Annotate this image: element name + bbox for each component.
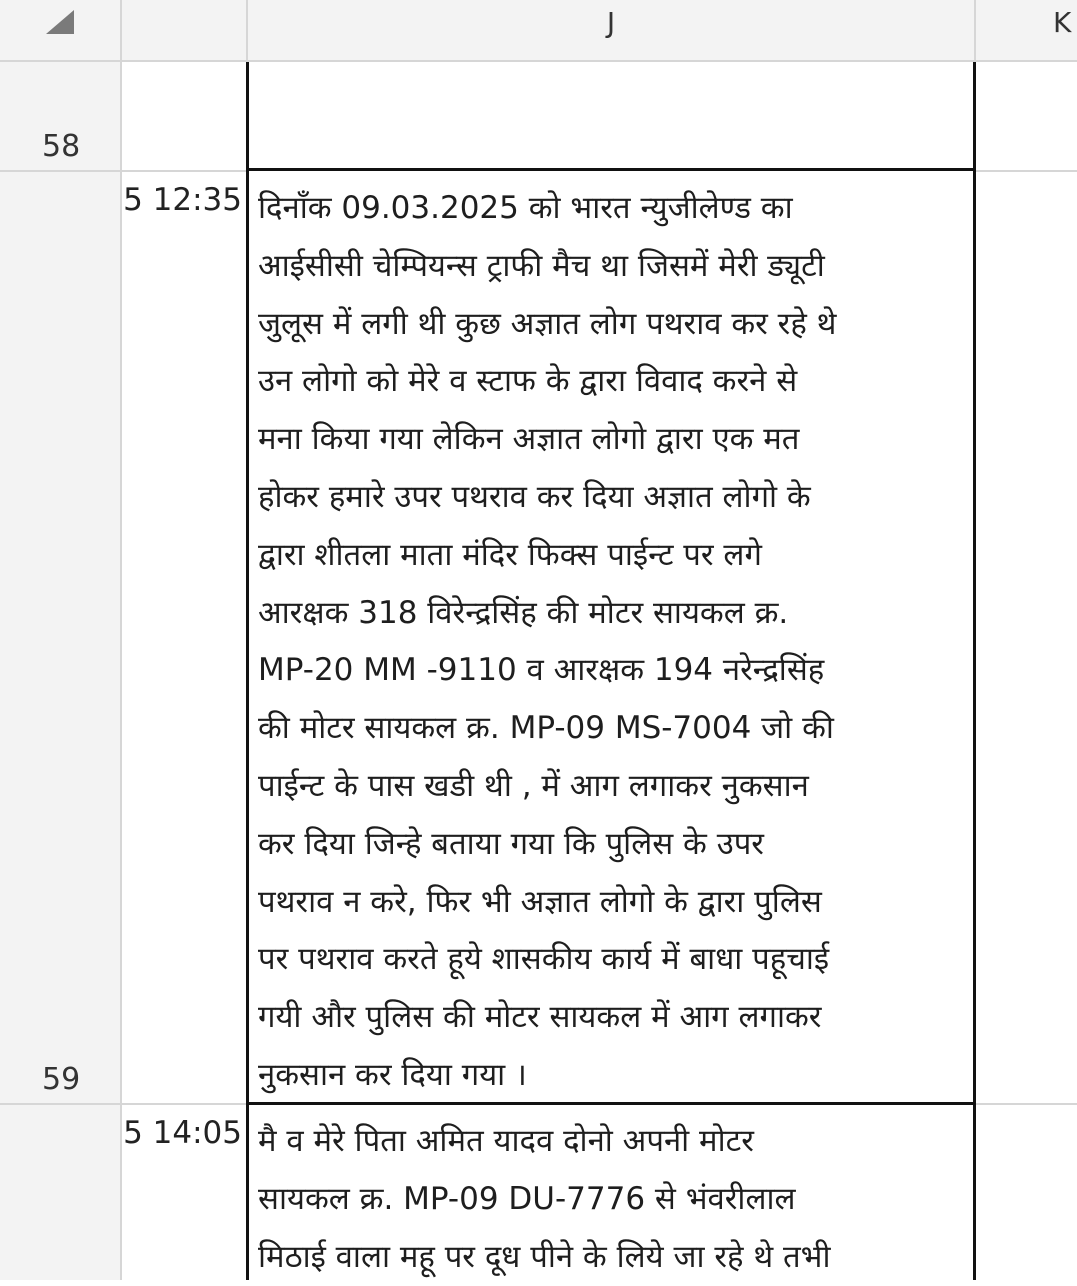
text-line: दिनाँक 09.03.2025 को भारत न्युजीलेण्ड का bbox=[258, 190, 793, 226]
cell-j60[interactable] bbox=[246, 1105, 976, 1280]
cell-border bbox=[246, 1102, 976, 1105]
text-line: होकर हमारे उपर पथराव कर दिया अज्ञात लोगो के bbox=[258, 478, 811, 515]
cell-text bbox=[258, 1113, 966, 1286]
cell-j59[interactable] bbox=[246, 172, 976, 1105]
row-number: 58 bbox=[42, 129, 81, 164]
column-header-i[interactable] bbox=[122, 0, 248, 62]
text-line: सायकल क्र. MP-09 DU-7776 से भंवरीलाल bbox=[258, 1180, 796, 1217]
text-line: गयी और पुलिस की मोटर सायकल में आग लगाकर bbox=[258, 999, 822, 1036]
cell-time-value: 5 14:05 bbox=[123, 1115, 242, 1151]
text-line: पाईन्ट के पास खडी थी , में आग लगाकर नुकसान bbox=[258, 767, 809, 804]
text-line: मै व मेरे पिता अमित यादव दोनो अपनी मोटर bbox=[258, 1123, 754, 1159]
row-header-60[interactable] bbox=[0, 1105, 122, 1280]
cell-j58[interactable] bbox=[246, 62, 976, 172]
text-line: मना किया गया लेकिन अज्ञात लोगो द्वारा एक मत bbox=[258, 421, 800, 458]
cell-i60[interactable] bbox=[122, 1105, 248, 1280]
text-line: उन लोगो को मेरे व स्टाफ के द्वारा विवाद करने से bbox=[258, 363, 798, 400]
select-all-triangle-icon bbox=[46, 10, 74, 34]
text-line: MP-20 MM -9110 व आरक्षक 194 नरेन्द्रसिंह bbox=[258, 652, 825, 689]
row-header-59[interactable] bbox=[0, 172, 122, 1105]
column-header-k[interactable]: K bbox=[976, 0, 1077, 62]
text-line: पर पथराव करते हूये शासकीय कार्य में बाधा पहूचाई bbox=[258, 941, 830, 978]
select-all-corner[interactable] bbox=[0, 0, 122, 62]
text-line: की मोटर सायकल क्र. MP-09 MS-7004 जो की bbox=[258, 710, 834, 747]
cell-i59[interactable] bbox=[122, 172, 248, 1105]
column-header-j[interactable]: J bbox=[248, 0, 976, 62]
row-number: 59 bbox=[42, 1062, 81, 1097]
text-line: आईसीसी चेम्पियन्स ट्राफी मैच था जिसमें मेरी ड्यूटी bbox=[258, 247, 825, 284]
cell-k59[interactable] bbox=[976, 172, 1077, 1105]
cell-k60[interactable] bbox=[976, 1105, 1077, 1280]
text-line: मिठाई वाला महू पर दूध पीने के लिये जा रहे थे तभी bbox=[258, 1238, 831, 1275]
cell-time-value: 5 12:35 bbox=[123, 182, 242, 218]
text-line: जुलूस में लगी थी कुछ अज्ञात लोग पथराव कर रहे थे bbox=[258, 305, 837, 342]
text-line: आरक्षक 318 विरेन्द्रसिंह की मोटर सायकल क्र. bbox=[258, 594, 789, 631]
text-line: पथराव न करे, फिर भी अज्ञात लोगो के द्वारा पुलिस bbox=[258, 883, 822, 920]
cell-border bbox=[246, 168, 976, 171]
row-header-58[interactable] bbox=[0, 62, 122, 172]
cell-i58[interactable] bbox=[122, 62, 248, 172]
text-line: कर दिया जिन्हे बताया गया कि पुलिस के उपर bbox=[258, 825, 764, 862]
text-line: द्वारा शीतला माता मंदिर फिक्स पाईन्ट पर लगे bbox=[258, 536, 762, 573]
cell-text bbox=[258, 180, 966, 1105]
cell-k58[interactable] bbox=[976, 62, 1077, 172]
text-line: नुकसान कर दिया गया । bbox=[258, 1056, 527, 1093]
